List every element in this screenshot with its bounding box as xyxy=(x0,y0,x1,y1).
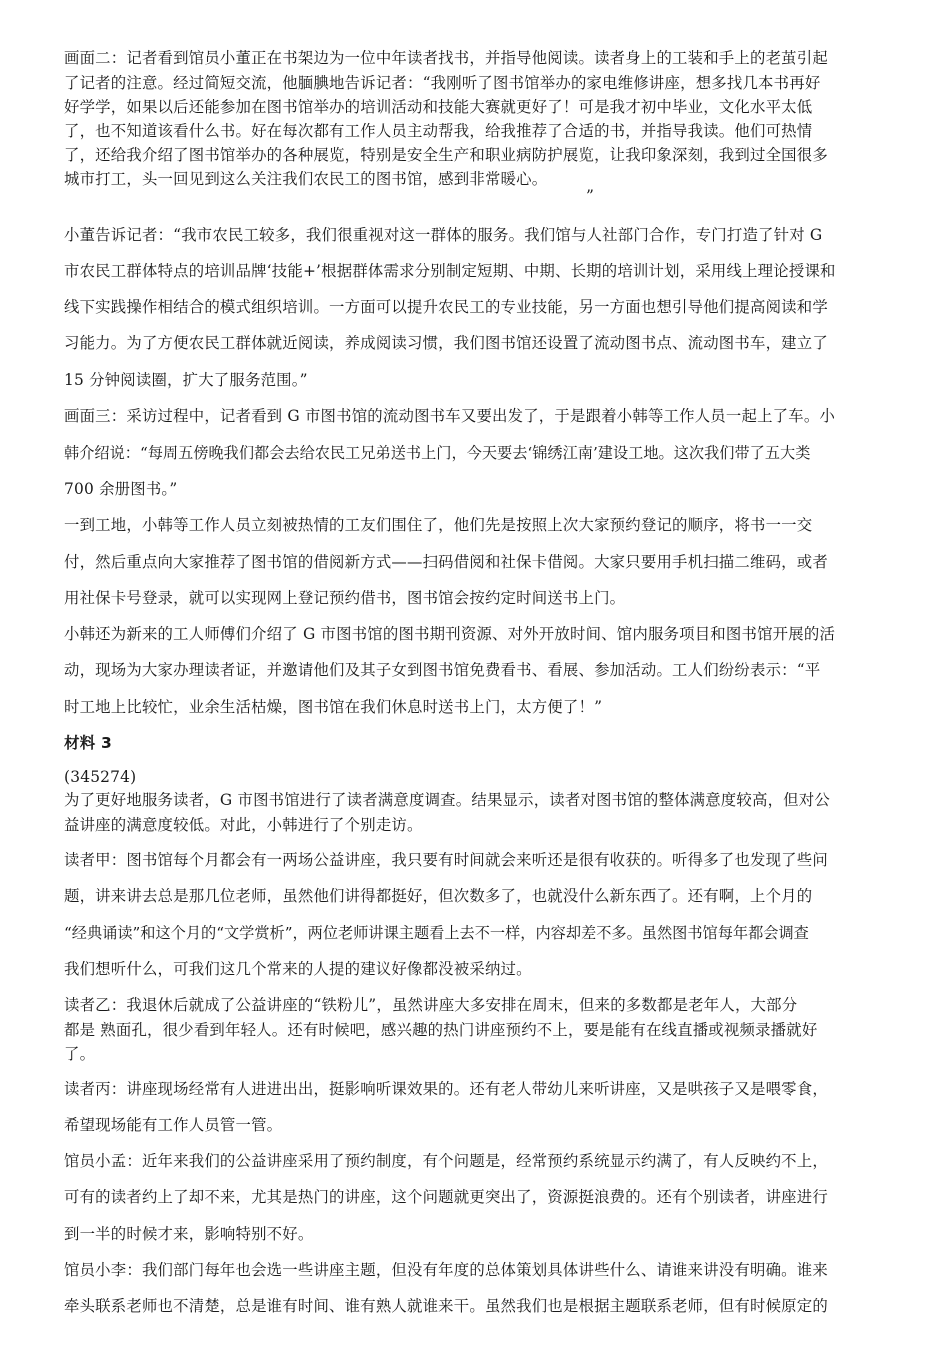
paragraph-line: 到一半的时候才来，影响特别不好。 xyxy=(64,1225,314,1243)
paragraph-line: 牵头联系老师也不清楚，总是谁有时间、谁有熟人就谁来干。虽然我们也是根据主题联系老师，但有时候原定的 xyxy=(64,1297,828,1315)
paragraph-line: 习能力。为了方便农民工群体就近阅读，养成阅读习惯，我们图书馆还设置了流动图书点、流动图书车，建立了 xyxy=(64,334,828,352)
paragraph-line: 小韩还为新来的工人师傅们介绍了 G 市图书馆的图书期刊资源、对外开放时间、馆内服务项目和图书馆开展的活 xyxy=(64,625,836,643)
paragraph-line: 读者乙：我退休后就成了公益讲座的“铁粉儿”，虽然讲座大多安排在周末，但来的多数都是老年人，大部分 xyxy=(64,996,798,1014)
paragraph-line: 付，然后重点向大家推荐了图书馆的借阅新方式——扫码借阅和社保卡借阅。大家只要用手机扫描二维码，或者 xyxy=(64,553,828,571)
paragraph-line: 读者丙：讲座现场经常有人进进出出，挺影响听课效果的。还有老人带幼儿来听讲座，又是哄孩子又是喂零食， xyxy=(64,1080,828,1098)
paragraph-line: 馆员小孟：近年来我们的公益讲座采用了预约制度，有个问题是，经常预约系统显示约满了，有人反映约不上， xyxy=(64,1152,828,1170)
paragraph-line: 画面三：采访过程中，记者看到 G 市图书馆的流动图书车又要出发了，于是跟着小韩等工作人员一起上了车。小 xyxy=(64,407,836,425)
paragraph-line: 希望现场能有工作人员管一管。 xyxy=(64,1116,283,1134)
paragraph-line: 题，讲来讲去总是那几位老师，虽然他们讲得都挺好，但次数多了，也就没什么新东西了。还有啊，上个月的 xyxy=(64,887,813,905)
paragraph-line: 15 分钟阅读圈，扩大了服务范围。” xyxy=(64,371,308,389)
paragraph-line: 时工地上比较忙，业余生活枯燥，图书馆在我们休息时送书上门，太方便了！” xyxy=(64,698,603,716)
closing-quote-mark: ” xyxy=(586,187,595,205)
paragraph-line: 一到工地，小韩等工作人员立刻被热情的工友们围住了，他们先是按照上次大家预约登记的顺序，将书一一交 xyxy=(64,516,813,534)
paragraph-line: 用社保卡号登录，就可以实现网上登记预约借书，图书馆会按约定时间送书上门。 xyxy=(64,589,626,607)
paragraph-line: 了记者的注意。经过简短交流，他腼腆地告诉记者：“我刚听了图书馆举办的家电维修讲座，想多找几本书再好 xyxy=(64,74,821,92)
paragraph-line: 读者甲：图书馆每个月都会有一两场公益讲座，我只要有时间就会来听还是很有收获的。听得多了也发现了些问 xyxy=(64,851,828,869)
paragraph-line: 了，也不知道该看什么书。好在每次都有工作人员主动帮我，给我推荐了合适的书，并指导我读。他们可热情 xyxy=(64,122,813,140)
paragraph-line: 益讲座的满意度较低。对此，小韩进行了个别走访。 xyxy=(64,816,423,834)
paragraph-line: 好学学，如果以后还能参加在图书馆举办的培训活动和技能大赛就更好了！可是我才初中毕业，文化水平太低 xyxy=(64,98,813,116)
paragraph-line: 我们想听什么，可我们这几个常来的人提的建议好像都没被采纳过。 xyxy=(64,960,532,978)
paragraph-line: 为了更好地服务读者，G 市图书馆进行了读者满意度调查。结果显示，读者对图书馆的整体满意度较高，但对公 xyxy=(64,791,830,809)
paragraph-line: 700 余册图书。” xyxy=(64,480,178,498)
paragraph-line: 城市打工，头一回见到这么关注我们农民工的图书馆，感到非常暖心。 xyxy=(64,170,548,188)
paragraph-line: “经典诵读”和这个月的“文学赏析”，两位老师讲课主题看上去不一样，内容却差不多。虽然图书馆每年都会调查 xyxy=(64,924,809,942)
paragraph-line: 了。 xyxy=(64,1045,96,1063)
paragraph-line: 可有的读者约上了却不来，尤其是热门的讲座，这个问题就更突出了，资源挺浪费的。还有个别读者，讲座进行 xyxy=(64,1188,828,1206)
paragraph-line: 市农民工群体特点的培训品牌‘技能+’根据群体需求分别制定短期、中期、长期的培训计划，采用线上理论授课和 xyxy=(64,262,836,280)
paragraph-line: 馆员小李：我们部门每年也会选一些讲座主题，但没有年度的总体策划具体讲些什么、请谁来讲没有明确。谁来 xyxy=(64,1261,828,1279)
paragraph-line: 小董告诉记者：“我市农民工较多，我们很重视对这一群体的服务。我们馆与人社部门合作，专门打造了针对 G xyxy=(64,226,823,244)
paragraph-line: 了，还给我介绍了图书馆举办的各种展览，特别是安全生产和职业病防护展览，让我印象深刻，我到过全国很多 xyxy=(64,146,828,164)
paragraph-line: 都是 熟面孔，很少看到年轻人。还有时候吧，感兴趣的热门讲座预约不上，要是能有在线直播或视频录播就好 xyxy=(64,1021,818,1039)
section-heading: 材料 3 xyxy=(64,734,112,752)
question-id: (345274) xyxy=(64,768,137,786)
paragraph-line: 韩介绍说：“每周五傍晚我们都会去给农民工兄弟送书上门，今天要去‘锦绣江南’建设工地。这次我们带了五大类 xyxy=(64,444,811,462)
paragraph-line: 画面二：记者看到馆员小董正在书架边为一位中年读者找书，并指导他阅读。读者身上的工装和手上的老茧引起 xyxy=(64,49,828,67)
paragraph-line: 动，现场为大家办理读者证，并邀请他们及其子女到图书馆免费看书、看展、参加活动。工人们纷纷表示：“平 xyxy=(64,661,821,679)
paragraph-line: 线下实践操作相结合的模式组织培训。一方面可以提升农民工的专业技能，另一方面也想引导他们提高阅读和学 xyxy=(64,298,828,316)
